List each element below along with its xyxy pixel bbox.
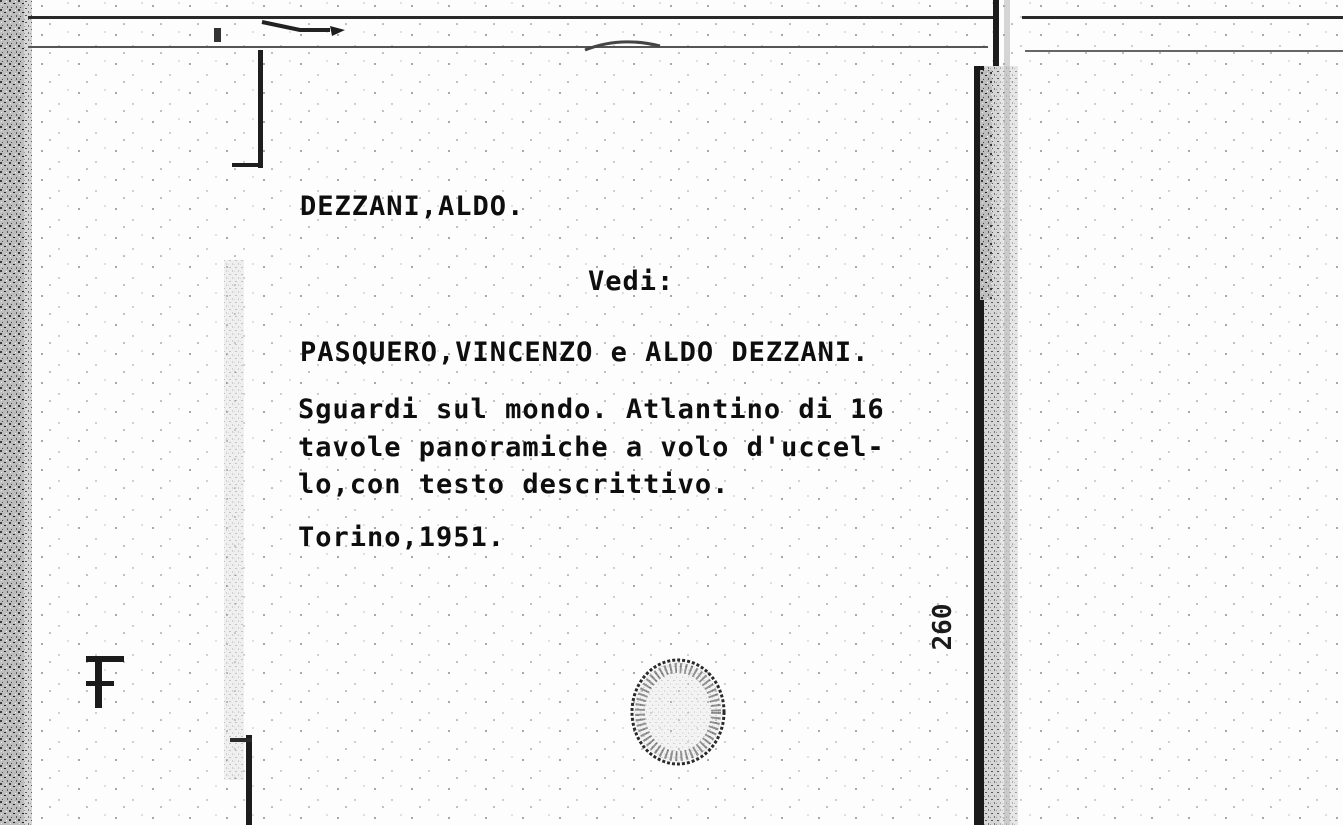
corner-bracket — [258, 50, 263, 168]
reference-imprint: Torino,1951. — [298, 522, 506, 553]
card-number: 260 — [928, 603, 958, 651]
left-edge-strip — [0, 0, 24, 825]
reference-title-line: Sguardi sul mondo. Atlantino di 16 — [298, 394, 885, 425]
see-reference-label: Vedi: — [588, 266, 675, 297]
reference-author: PASQUERO,VINCENZO e ALDO DEZZANI. — [300, 337, 870, 368]
lower-bracket — [246, 735, 252, 825]
reference-title-line: lo,con testo descrittivo. — [298, 469, 730, 500]
catalog-heading: DEZZANI,ALDO. — [300, 191, 525, 222]
reference-title-line: tavole panoramiche a volo d'uccel- — [298, 432, 885, 463]
top-vertical-rule — [993, 0, 999, 66]
top-border — [28, 16, 998, 19]
